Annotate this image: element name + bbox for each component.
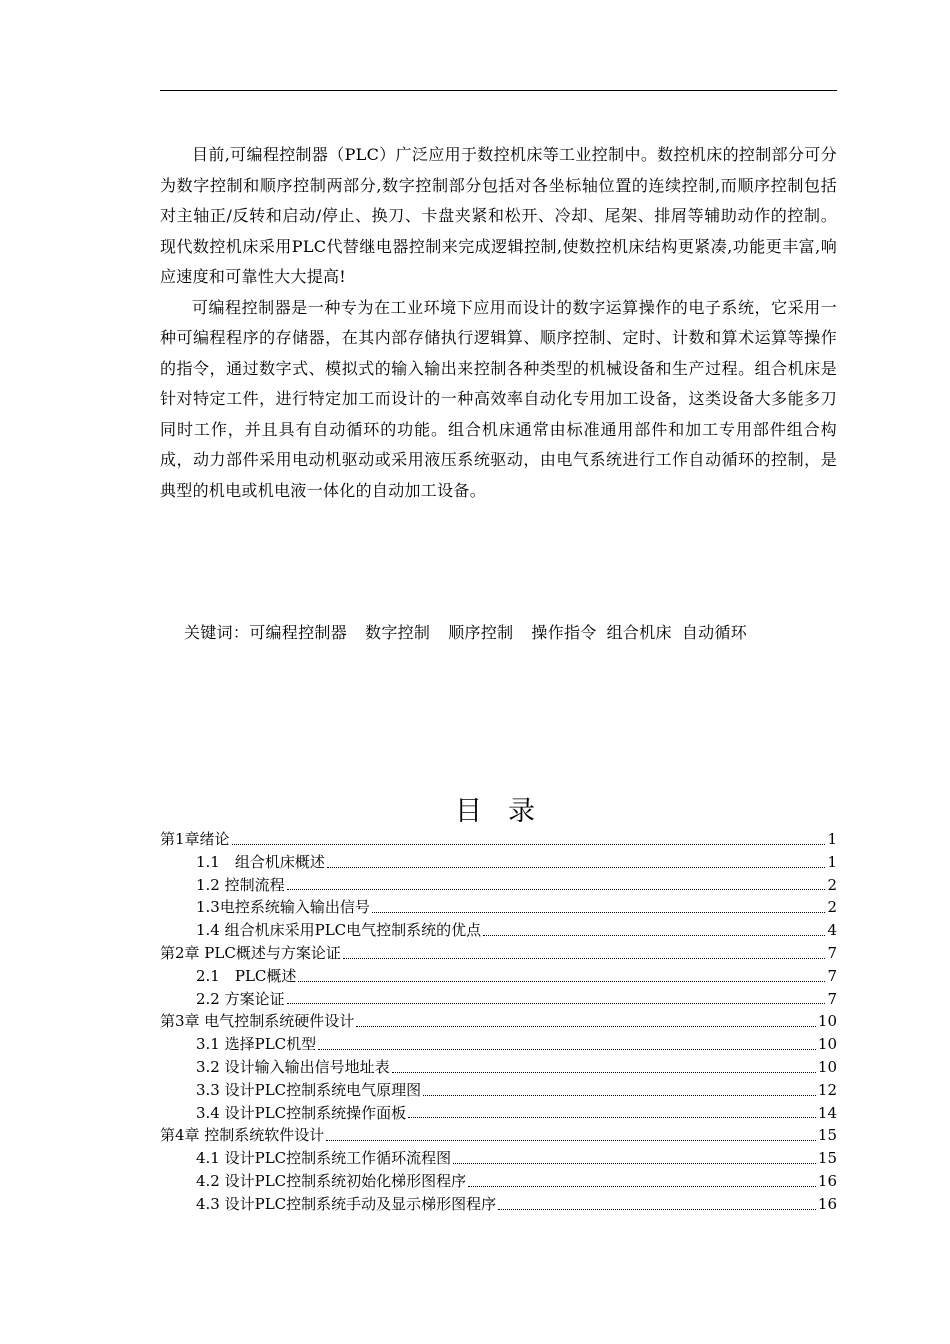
toc-entry[interactable] [160, 1056, 837, 1079]
toc-entry[interactable] [160, 1010, 837, 1033]
toc-dot-leader [498, 1195, 816, 1210]
toc-entry-page: 10 [817, 1012, 837, 1031]
toc-entry-label: 1.3电控系统输入输出信号 [196, 898, 370, 917]
toc-entry[interactable] [160, 896, 837, 919]
toc-dot-leader [318, 1035, 816, 1050]
header-rule [160, 90, 837, 91]
toc-entry-page: 1 [827, 852, 837, 871]
toc-entry[interactable] [160, 942, 837, 965]
toc-entry-page: 7 [827, 943, 837, 962]
toc-entry-label: 3.3 设计PLC控制系统电气原理图 [196, 1080, 422, 1099]
toc-dot-leader [327, 853, 826, 868]
toc-entry[interactable] [160, 1124, 837, 1147]
toc-dot-leader [232, 830, 826, 845]
toc-entry[interactable] [160, 874, 837, 897]
toc-entry[interactable] [160, 1193, 837, 1216]
toc-dot-leader [326, 1126, 816, 1141]
keyword: 组合机床 [606, 623, 672, 642]
toc-entry[interactable] [160, 1170, 837, 1193]
toc-entry-page: 2 [827, 898, 837, 917]
toc-entry-label: 2.1 PLC概述 [196, 966, 297, 985]
toc-dot-leader [372, 898, 826, 913]
toc-entry-label: 3.2 设计输入输出信号地址表 [196, 1057, 390, 1076]
abstract-paragraph-1: 目前,可编程控制器（PLC）广泛应用于数控机床等工业控制中。数控机床的控制部分可分为数字控制和顺序控制两部分,数字控制部分包括对各坐标轴位置的连续控制,而顺序控制包括对主轴正/反转和启动/停止、换刀、卡盘夹紧和松开、冷却、尾架、排屑等辅助动作的控制。现代数控机床采用PLC代替继电器控制来完成逻辑控制,使数控机床结构更紧凑,功能更丰富,响应速度和可靠性大大提高! [160, 145, 837, 286]
toc-entry-page: 12 [817, 1080, 837, 1099]
toc-entry-page: 15 [817, 1149, 837, 1168]
toc-entry[interactable] [160, 851, 837, 874]
keyword: 数字控制 [365, 623, 431, 642]
toc-entry-page: 10 [817, 1035, 837, 1054]
toc-entry-label: 1.1 组合机床概述 [196, 852, 325, 871]
toc-entry-label: 第2章 PLC概述与方案论证 [160, 943, 341, 962]
toc-entry-label: 3.4 设计PLC控制系统操作面板 [196, 1103, 407, 1122]
toc-entry-label: 4.1 设计PLC控制系统工作循环流程图 [196, 1149, 452, 1168]
toc-entry-label: 4.2 设计PLC控制系统初始化梯形图程序 [196, 1171, 467, 1190]
toc-entry[interactable] [160, 988, 837, 1011]
toc-entry-page: 2 [827, 875, 837, 894]
toc-entry-page: 14 [817, 1103, 837, 1122]
toc-entry-page: 7 [827, 966, 837, 985]
keywords-line [160, 618, 837, 648]
table-of-contents [160, 828, 837, 1216]
abstract-paragraph-2: 可编程控制器是一种专为在工业环境下应用而设计的数字运算操作的电子系统，它采用一种可编程程序的存储器，在其内部存储执行逻辑算、顺序控制、定时、计数和算术运算等操作的指令，通过数字式、模拟式的输入输出来控制各种类型的机械设备和生产过程。组合机床是针对特定工件，进行特定加工而设计的一种高效率自动化专用加工设备，这类设备大多能多刀同时工作，并且具有自动循环的功能。组合机床通常由标准通用部件和加工专用部件组合构成，动力部件采用电动机驱动或采用液压系统驱动，由电气系统进行工作自动循环的控制，是典型的机电或机电液一体化的自动加工设备。 [160, 297, 837, 500]
toc-title: 目录 [455, 796, 561, 827]
toc-dot-leader [298, 967, 825, 982]
toc-entry-label: 1.4 组合机床采用PLC电气控制系统的优点 [196, 921, 482, 940]
toc-entry[interactable] [160, 1079, 837, 1102]
toc-entry-page: 4 [827, 921, 837, 940]
toc-entry-label: 2.2 方案论证 [196, 989, 285, 1008]
keyword: 自动循环 [681, 623, 748, 642]
toc-dot-leader [343, 944, 826, 959]
toc-entry-label: 1.2 控制流程 [196, 875, 285, 894]
keywords-label: 关键词： [184, 623, 250, 642]
toc-entry-page: 10 [817, 1057, 837, 1076]
toc-entry-page: 16 [817, 1194, 837, 1213]
toc-dot-leader [483, 921, 825, 936]
toc-entry-page: 1 [827, 830, 837, 848]
toc-entry-label: 第1章绪论 [160, 830, 230, 848]
abstract [160, 140, 837, 506]
toc-entry[interactable] [160, 1147, 837, 1170]
toc-entry[interactable] [160, 919, 837, 942]
toc-dot-leader [408, 1103, 816, 1118]
toc-entry[interactable] [160, 828, 837, 851]
toc-entry-page: 16 [817, 1171, 837, 1190]
toc-entry[interactable] [160, 1102, 837, 1125]
toc-dot-leader [423, 1081, 816, 1096]
toc-entry[interactable] [160, 965, 837, 988]
toc-dot-leader [453, 1149, 816, 1164]
toc-entry-label: 第3章 电气控制系统硬件设计 [160, 1012, 355, 1031]
toc-entry-label: 3.1 选择PLC机型 [196, 1035, 317, 1054]
toc-dot-leader [468, 1172, 816, 1187]
toc-entry-label: 第4章 控制系统软件设计 [160, 1126, 325, 1145]
toc-entry-label: 4.3 设计PLC控制系统手动及显示梯形图程序 [196, 1194, 497, 1213]
toc-dot-leader [356, 1012, 816, 1027]
toc-dot-leader [392, 1058, 816, 1073]
toc-dot-leader [287, 875, 826, 890]
toc-entry-page: 7 [827, 989, 837, 1008]
toc-entry-page: 15 [817, 1126, 837, 1145]
keyword: 可编程控制器 [249, 623, 348, 642]
toc-entry[interactable] [160, 1033, 837, 1056]
keyword: 操作指令 [531, 623, 597, 642]
toc-dot-leader [287, 989, 826, 1004]
keyword: 顺序控制 [448, 623, 514, 642]
